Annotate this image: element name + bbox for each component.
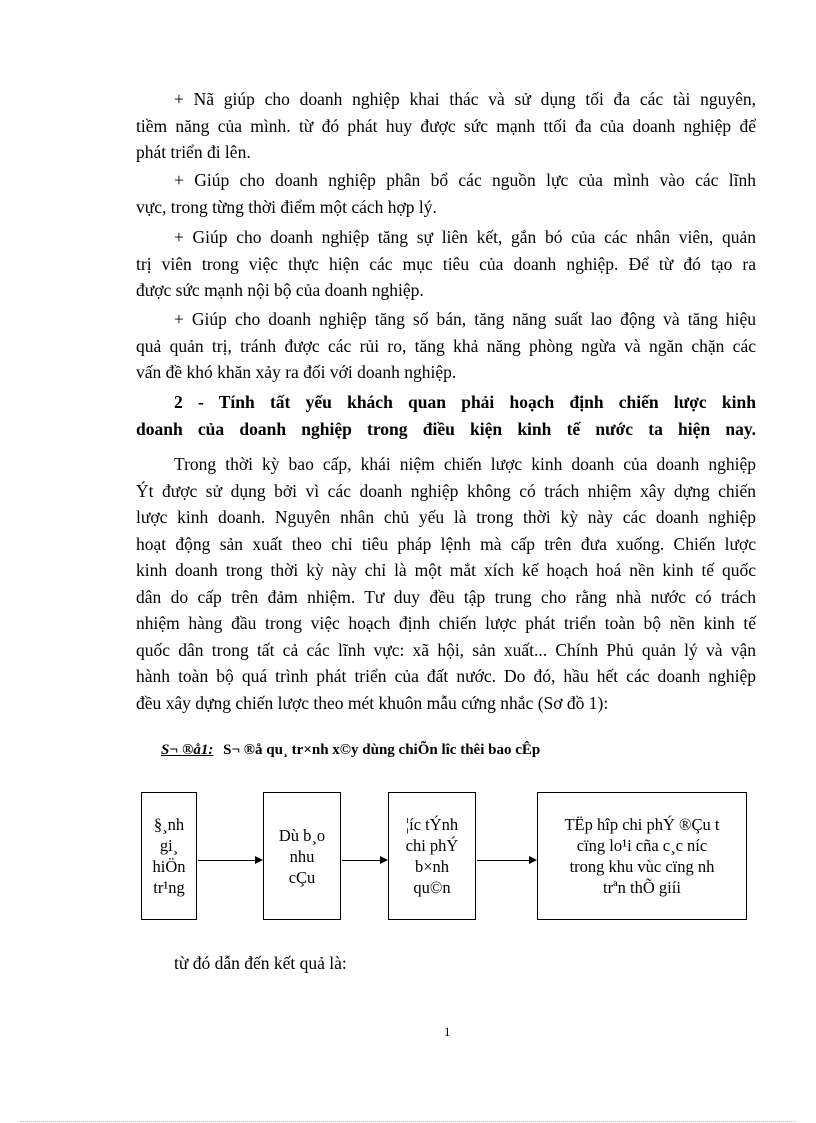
- box-text: §¸nh gi¸ hiÖn tr¹ng: [152, 815, 186, 897]
- diagram-box-forecast: [263, 792, 341, 920]
- diagram-caption: [161, 742, 540, 759]
- text-line: vấn đề khó khăn xảy ra đối với doanh nghiệp.: [136, 362, 457, 382]
- flow-arrow-2: [342, 860, 386, 861]
- diagram-box-cost-aggregation: [537, 792, 747, 920]
- benefit-paragraph-3: [136, 224, 756, 304]
- text-line: Trong thời kỳ bao cấp, khái niệm chiến lược kinh doanh của doanh nghiệp: [174, 454, 756, 474]
- diagram-box-assessment: [141, 792, 197, 920]
- heading-line: 2 - Tính tất yếu khách quan phải hoạch định chiến lược kinh: [174, 392, 756, 412]
- text-line: nhiệm hàng đầu trong việc hoạch định chiến lược phát triển toàn bộ nền kinh tế: [136, 613, 756, 633]
- box-text: TËp hîp chi phÝ ®Çu t cïng lo¹i cña c¸c níc trong khu vùc cïng nh trªn thÕ giíi: [564, 815, 720, 897]
- text-line: trị viên trong việc thực hiện các mục tiêu của doanh nghiệp. Để từ đó tạo ra: [136, 253, 756, 274]
- text-line: được sức mạnh nội bộ của doanh nghiệp.: [136, 280, 424, 300]
- text-line: quốc dân trong tất cả các lĩnh vực: xã hội, sản xuất... Chính Phủ quản lý và vận: [136, 639, 756, 660]
- section-heading: [136, 389, 756, 442]
- benefit-paragraph-1: [136, 86, 756, 166]
- heading-line: doanh của doanh nghiệp trong điều kiện kinh tế nước ta hiện nay.: [136, 418, 756, 439]
- text-line: + Giúp cho doanh nghiệp tăng sự liên kết, gắn bó của các nhân viên, quản: [174, 227, 756, 247]
- text-line: hoạt động sản xuất theo chỉ tiêu pháp lệnh mà cấp trên đưa xuống. Chiến lược: [136, 533, 756, 554]
- diagram-title: S¬ ®å qu¸ tr×nh x©y dùng chiÕn lîc thêi bao cÊp: [223, 742, 541, 758]
- text-line: phát triển đi lên.: [136, 142, 251, 162]
- diagram-label: S¬ ®å1:: [161, 742, 214, 758]
- text-line: quả quản trị, tránh được các rủi ro, tăng khả năng phòng ngừa và ngăn chặn các: [136, 335, 756, 356]
- text-line: + Giúp cho doanh nghiệp tăng số bán, tăng năng suất lao động và tăng hiệu: [174, 309, 756, 329]
- result-text: từ đó dẫn đến kết quả là:: [174, 953, 347, 973]
- box-text: ¦íc tÝnh chi phÝ b×nh qu©n: [405, 815, 459, 897]
- text-line: đều xây dựng chiến lược theo mét khuôn mẫu cứng nhắc (Sơ đồ 1):: [136, 692, 609, 713]
- text-line: tiềm năng của mình. từ đó phát huy được sức mạnh ttối đa của doanh nghiệp để: [136, 115, 756, 136]
- text-line: + Nã giúp cho doanh nghiệp khai thác và sử dụng tối đa các tài nguyên,: [174, 89, 756, 109]
- benefit-paragraph-4: [136, 306, 756, 386]
- flow-arrow-1: [198, 860, 261, 861]
- benefit-paragraph-2: [136, 167, 756, 220]
- box-text: Dù b¸o nhu cÇu: [278, 825, 326, 887]
- page-number: 1: [444, 1024, 451, 1039]
- flow-arrow-3: [477, 860, 535, 861]
- text-line: vực, trong từng thời điểm một cách hợp lý.: [136, 196, 437, 217]
- text-line: kinh doanh trong thời kỳ này chỉ là một mắt xích kế hoạch hoá nền kinh tế quốc: [136, 560, 756, 580]
- body-paragraph: [136, 451, 756, 716]
- text-line: + Giúp cho doanh nghiệp phân bổ các nguồn lực của mình vào các lĩnh: [174, 170, 756, 190]
- text-line: hành toàn bộ quá trình phát triển của đất nước. Do đó, hầu hết các doanh nghiệp: [136, 666, 756, 686]
- text-line: dân do cấp trên đảm nhiệm. Tư duy đều tập trung cho rằng nhà nước có trách: [136, 586, 756, 607]
- text-line: Ýt được sử dụng bởi vì các doanh nghiệp không có trách nhiệm xây dựng chiến: [136, 480, 756, 501]
- page-bottom-divider: [20, 1121, 796, 1122]
- diagram-box-cost-estimate: [388, 792, 476, 920]
- text-line: lược kinh doanh. Nguyên nhân chủ yếu là trong thời kỳ này các doanh nghiệp: [136, 507, 756, 527]
